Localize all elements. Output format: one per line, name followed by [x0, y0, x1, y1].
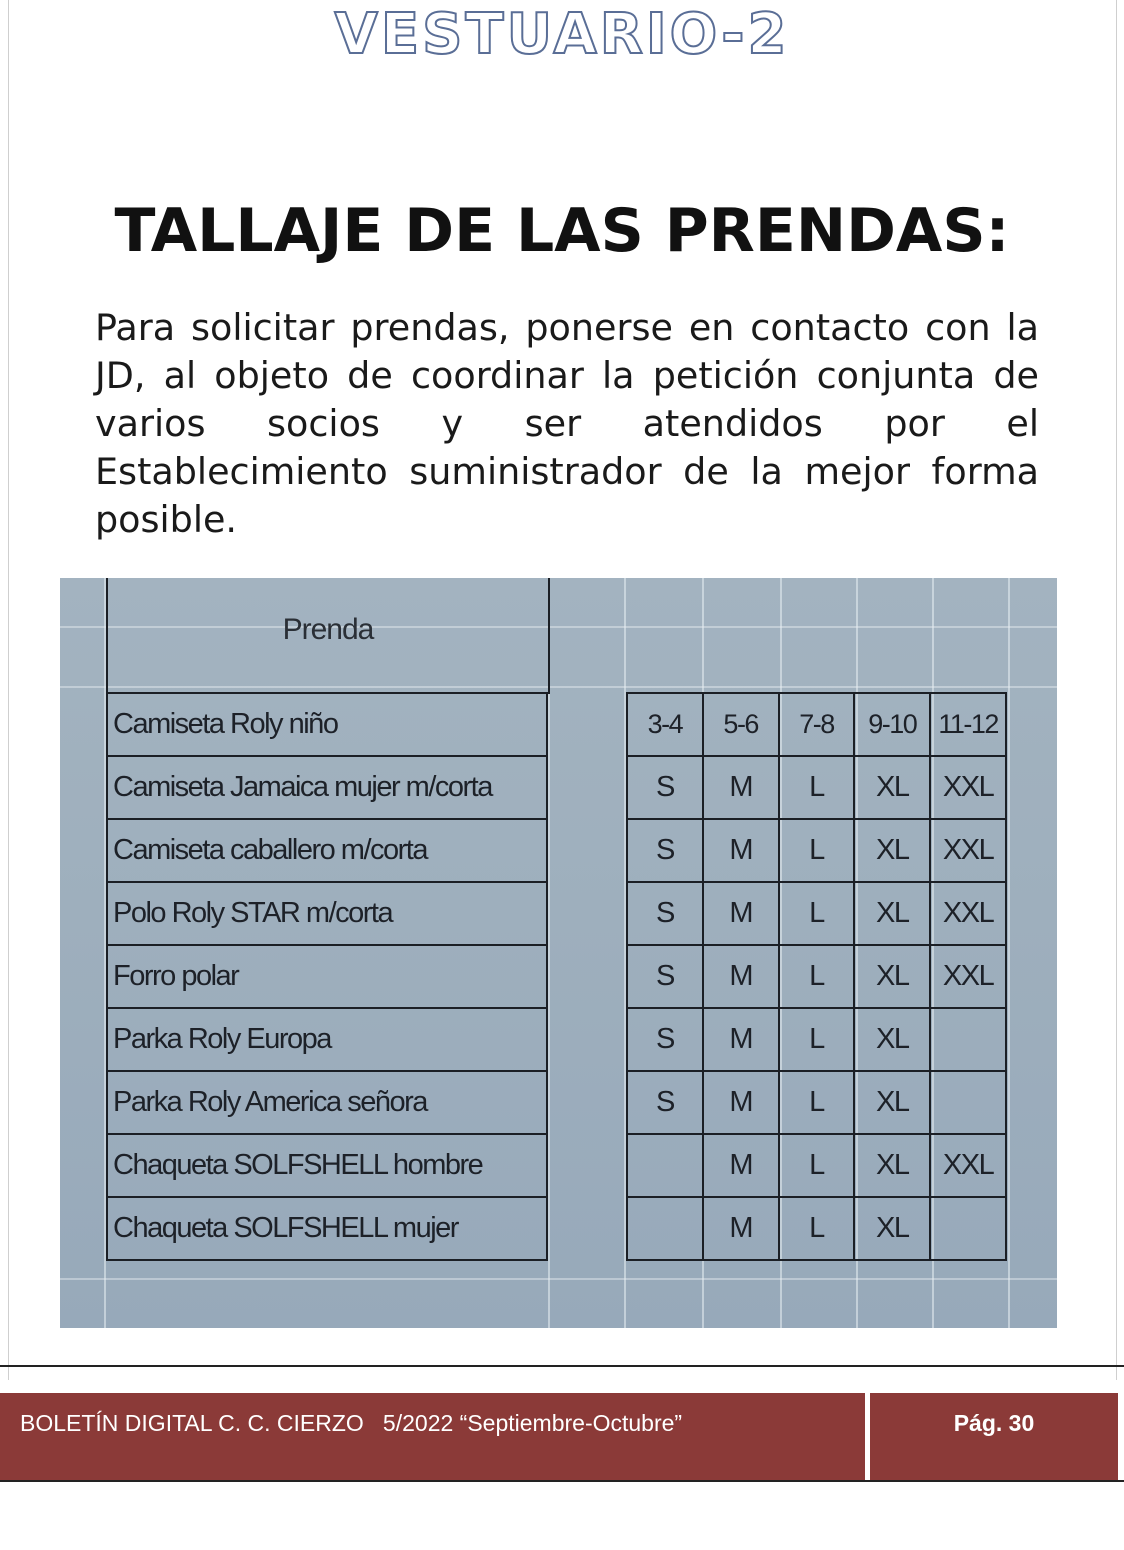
age-range-cell: 7-8	[779, 693, 855, 756]
age-range-cell: 5-6	[703, 693, 779, 756]
size-cell	[627, 1197, 703, 1260]
size-cell: M	[703, 1071, 779, 1134]
size-cell: S	[627, 945, 703, 1008]
size-cell: M	[703, 819, 779, 882]
size-cell	[930, 1008, 1006, 1071]
garment-name-cell: Polo Roly STAR m/corta	[107, 882, 547, 945]
size-cell: XL	[854, 882, 930, 945]
garment-name-cell: Camiseta Jamaica mujer m/corta	[107, 756, 547, 819]
table-row	[627, 1008, 1006, 1071]
garment-name-cell: Forro polar	[107, 945, 547, 1008]
age-range-cell: 9-10	[854, 693, 930, 756]
main-heading: TALLAJE DE LAS PRENDAS:	[114, 196, 1010, 266]
size-cell: S	[627, 819, 703, 882]
table-row	[107, 819, 547, 882]
table-row	[107, 1071, 547, 1134]
size-cell: XXL	[930, 1134, 1006, 1197]
size-cell: XXL	[930, 945, 1006, 1008]
size-cell: L	[779, 1071, 855, 1134]
size-cell: L	[779, 1008, 855, 1071]
table-row	[107, 1134, 547, 1197]
size-cell: XL	[854, 1134, 930, 1197]
size-cell: L	[779, 945, 855, 1008]
age-range-row	[627, 693, 1006, 756]
garment-name-cell: Parka Roly America señora	[107, 1071, 547, 1134]
footer-publication: BOLETÍN DIGITAL C. C. CIERZO 5/2022 “Septiembre-Octubre”	[20, 1410, 683, 1436]
table-row	[627, 1134, 1006, 1197]
table-row	[107, 756, 547, 819]
table-row	[107, 882, 547, 945]
intro-paragraph: Para solicitar prendas, ponerse en contacto con la JD, al objeto de coordinar la petición conjunta de varios socios y ser atendidos por el Establecimiento suministrador de la mejor forma posible.	[95, 306, 1039, 541]
table-row	[627, 756, 1006, 819]
garment-name-cell: Camiseta caballero m/corta	[107, 819, 547, 882]
table-row	[627, 1071, 1006, 1134]
sizes-table	[626, 692, 1007, 1261]
size-cell	[930, 1071, 1006, 1134]
prenda-column-header: Prenda	[106, 578, 550, 694]
size-cell: XL	[854, 819, 930, 882]
size-cell: S	[627, 1008, 703, 1071]
size-cell: M	[703, 1008, 779, 1071]
size-cell: S	[627, 882, 703, 945]
footer-rule-bottom	[0, 1480, 1124, 1482]
size-cell: XL	[854, 1071, 930, 1134]
garment-name-cell: Chaqueta SOLFSHELL hombre	[107, 1134, 547, 1197]
section-title: VESTUARIO-2	[334, 2, 790, 67]
garment-name-cell: Parka Roly Europa	[107, 1008, 547, 1071]
footer-rule-top	[0, 1365, 1124, 1367]
size-cell: M	[703, 1197, 779, 1260]
table-row	[627, 945, 1006, 1008]
size-cell: M	[703, 945, 779, 1008]
size-cell: XL	[854, 1197, 930, 1260]
garment-names-table	[106, 692, 548, 1261]
size-cell	[627, 1134, 703, 1197]
age-range-cell: 3-4	[627, 693, 703, 756]
size-cell: XL	[854, 1008, 930, 1071]
footer-bar	[0, 1393, 1118, 1480]
size-cell: XXL	[930, 882, 1006, 945]
garment-name-cell: Camiseta Roly niño	[107, 693, 547, 756]
footer-page-number: Pág. 30	[953, 1410, 1035, 1436]
size-cell: S	[627, 756, 703, 819]
size-cell: L	[779, 756, 855, 819]
size-cell: L	[779, 1197, 855, 1260]
size-cell: M	[703, 756, 779, 819]
table-row	[107, 1197, 547, 1260]
size-cell: S	[627, 1071, 703, 1134]
table-row	[627, 819, 1006, 882]
size-cell: XXL	[930, 756, 1006, 819]
table-row	[107, 1008, 547, 1071]
table-row	[627, 1197, 1006, 1260]
size-chart-photo	[60, 578, 1057, 1328]
garment-name-cell: Chaqueta SOLFSHELL mujer	[107, 1197, 547, 1260]
size-cell: L	[779, 1134, 855, 1197]
size-cell: M	[703, 882, 779, 945]
size-cell: L	[779, 882, 855, 945]
table-row	[107, 693, 547, 756]
size-cell: XL	[854, 945, 930, 1008]
size-cell: XL	[854, 756, 930, 819]
size-cell: M	[703, 1134, 779, 1197]
size-cell: L	[779, 819, 855, 882]
table-row	[627, 882, 1006, 945]
size-cell	[930, 1197, 1006, 1260]
size-cell: XXL	[930, 819, 1006, 882]
table-row	[107, 945, 547, 1008]
age-range-cell: 11-12	[930, 693, 1006, 756]
